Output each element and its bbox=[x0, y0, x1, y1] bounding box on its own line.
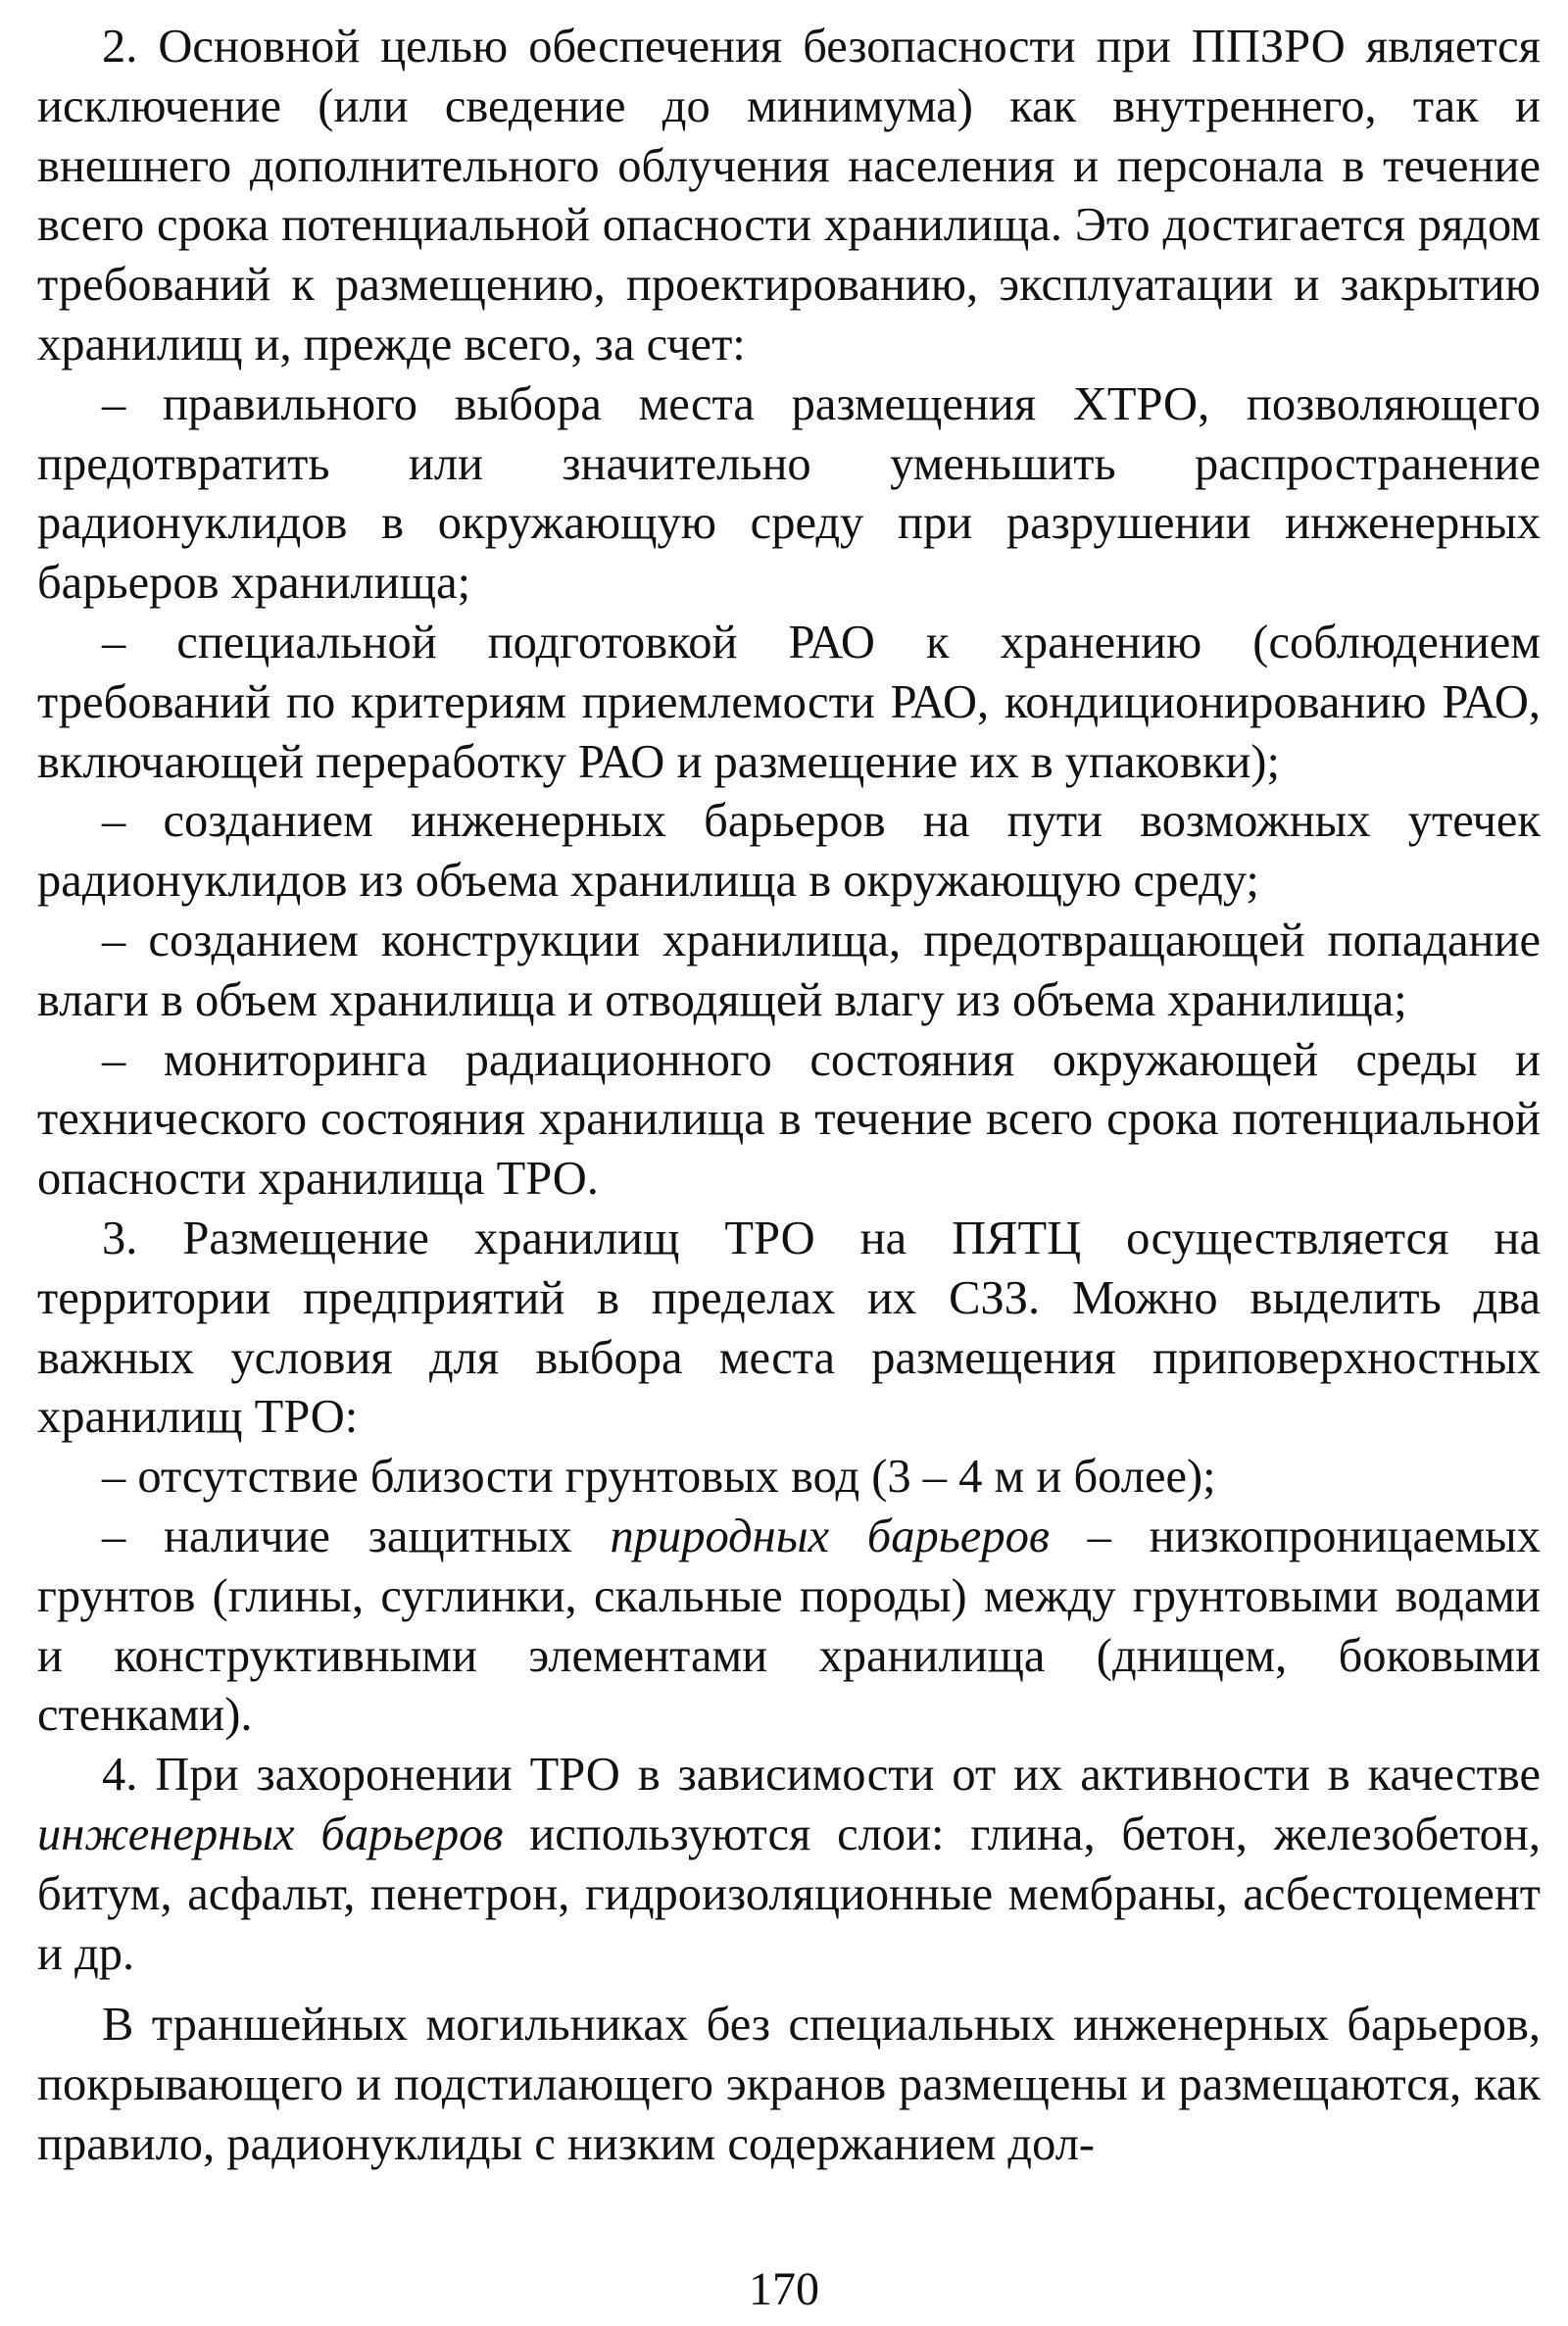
list-item-text: – созданием инженерных барьеров на пути возможных утечек радионуклидов из объема хранилища в окружающую среду; bbox=[37, 795, 1541, 908]
list-item-text: – специальной подготовкой РАО к хранению (соблюдением требований по критериям приемлемости РАО, кондиционированию РАО, включающей переработку РАО и размещение их в упаковки); bbox=[37, 616, 1541, 788]
emphasis-natural-barriers: природных барьеров bbox=[610, 1509, 1050, 1562]
paragraph-disposal-layers bbox=[37, 1746, 1541, 1984]
emphasis-engineering-barriers: инженерных барьеров bbox=[37, 1807, 504, 1860]
list-item-text: – мониторинга радиационного состояния окружающей среды и технического состояния хранилища в течение всего срока потенциальной опасности хранилища ТРО. bbox=[37, 1033, 1541, 1206]
paragraph-safety-goal bbox=[37, 18, 1541, 375]
list-item-site-selection bbox=[37, 375, 1541, 614]
paragraph-text: В траншейных могильниках без специальных инженерных барьеров, покрывающего и подстилающего экранов размещены и размещаются, как правило, радионуклиды с низким содержанием дол- bbox=[37, 1999, 1541, 2170]
list-item-natural-barriers bbox=[37, 1508, 1541, 1746]
paragraph-text: 4. При захоронении ТРО в зависимости от их активности в качестве bbox=[102, 1749, 1541, 1802]
paragraph-text: используются слои: глина, бетон, железобетон, битум, асфальт, пенетрон, гидроизоляционные мембраны, асбестоцемент и др. bbox=[37, 1807, 1541, 1980]
paragraph-storage-placement bbox=[37, 1210, 1541, 1448]
page-body bbox=[37, 18, 1541, 2175]
list-item-rao-preparation bbox=[37, 614, 1541, 792]
list-item-text: – отсутствие близости грунтовых вод (3 – 4 м и более); bbox=[102, 1451, 1216, 1504]
page-number: 170 bbox=[749, 2263, 819, 2315]
list-item-text: – наличие защитных bbox=[102, 1509, 611, 1562]
list-item-engineering-barriers bbox=[37, 792, 1541, 912]
list-item-text: – созданием конструкции хранилища, предотвращающей попадание влаги в объем хранилища и отводящей влагу из объема хранилища; bbox=[37, 914, 1541, 1026]
paragraph-text: 2. Основной целью обеспечения безопасности при ППЗРО является исключение (или сведение до минимума) как внутреннего, так и внешнего дополнительного облучения населения и персонала в течение всего срока потенциальной опасности хранилища. Это достигается рядом требований к размещению, проектированию, эксплуатации и закрытию хранилищ и, прежде всего, за счет: bbox=[37, 21, 1541, 371]
list-item-monitoring bbox=[37, 1031, 1541, 1210]
list-item-text: – низкопроницаемых грунтов (глины, суглинки, скальные породы) между грунтовыми водами и конструктивными элементами хранилища (днищем, боковыми стенками). bbox=[37, 1509, 1542, 1742]
list-item-text: – правильного выбора места размещения ХТРО, позволяющего предотвратить или значительно уменьшить распространение радионуклидов в окружающую среду при разрушении инженерных барьеров хранилища; bbox=[37, 377, 1541, 610]
paragraph-text: 3. Размещение хранилищ ТРО на ПЯТЦ осуществляется на территории предприятий в пределах их СЗЗ. Можно выделить два важных условия для выбора места размещения приповерхностных хранилищ ТРО: bbox=[37, 1212, 1541, 1444]
list-item-groundwater bbox=[37, 1448, 1541, 1508]
list-item-storage-construction bbox=[37, 912, 1541, 1031]
paragraph-trench-repositories bbox=[37, 1996, 1541, 2174]
